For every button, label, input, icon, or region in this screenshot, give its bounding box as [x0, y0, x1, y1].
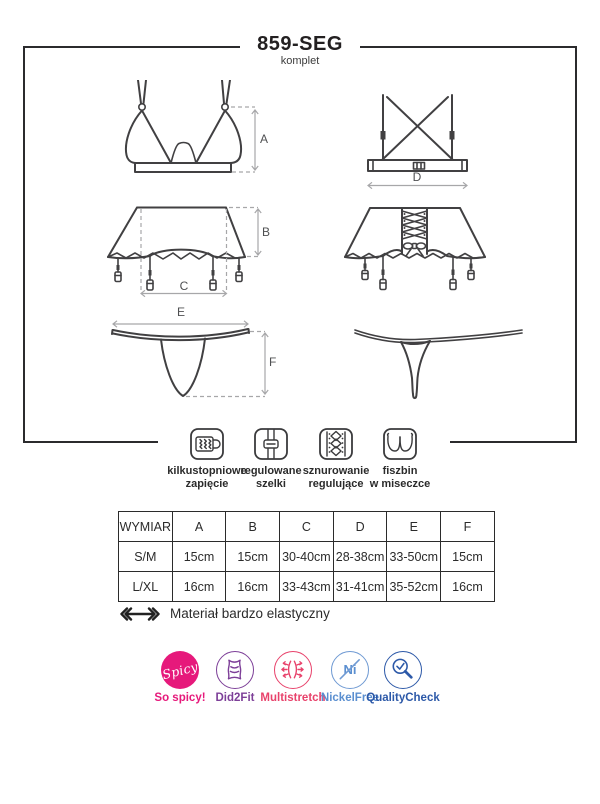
spicy-badge-text: Spicy [160, 658, 200, 682]
bra-back-drawing [345, 88, 505, 193]
garter-belt-back-drawing [338, 196, 488, 303]
feature-label: szelki [256, 478, 286, 490]
value-cell: 15cm [226, 542, 280, 572]
feature-label: kilkustopniowe [167, 465, 247, 477]
features-row [158, 417, 450, 493]
size-table-header: C [280, 512, 334, 542]
stretch-arrow-icon [118, 607, 162, 621]
size-table-header: E [387, 512, 441, 542]
spicy-badge-label: So spicy! [154, 692, 206, 704]
feature-label: regulowane [240, 465, 302, 477]
value-cell: 15cm [172, 542, 226, 572]
adjustable-straps-icon [251, 424, 291, 464]
underwire-cup-icon [380, 424, 420, 464]
nickelfree-badge-icon [331, 651, 369, 689]
magnifier-check-icon [385, 652, 420, 687]
size-cell: S/M [119, 542, 173, 572]
size-table-header: F [441, 512, 495, 542]
size-table-header: WYMIAR [119, 512, 173, 542]
size-table-header-row [119, 512, 495, 542]
value-cell: 33-43cm [280, 572, 334, 602]
feature-label: regulujące [308, 478, 364, 490]
size-table [118, 511, 495, 602]
multistretch-badge-label: Multistretch [260, 692, 326, 704]
size-table-row-sm [119, 542, 495, 572]
did2fit-badge-label: Did2Fit [215, 692, 255, 704]
page-title: 859-SEG [257, 33, 343, 55]
value-cell: 31-41cm [333, 572, 387, 602]
dim-label-e: E [176, 305, 186, 319]
garter-belt-front-drawing [93, 196, 283, 303]
thong-back-drawing [348, 323, 528, 405]
value-cell: 28-38cm [333, 542, 387, 572]
multi-step-closure-icon [187, 424, 227, 464]
value-cell: 16cm [441, 572, 495, 602]
dim-label-f: F [269, 355, 277, 369]
multistretch-icon [275, 652, 310, 687]
nickel-symbol-text: Ni [343, 662, 357, 677]
title-block [240, 33, 360, 67]
spicy-badge-icon [161, 651, 199, 689]
dim-label-a: A [260, 132, 269, 146]
qualitycheck-badge-label: QualityCheck [366, 692, 440, 704]
dim-label-c: C [179, 279, 189, 293]
nickel-slash-icon [332, 652, 367, 687]
dim-label-d: D [412, 170, 422, 184]
value-cell: 15cm [441, 542, 495, 572]
nickelfree-badge-label: NickelFree [320, 692, 380, 704]
size-table-header: B [226, 512, 280, 542]
feature-label: fiszbin [382, 465, 418, 477]
dim-label-b: B [262, 225, 271, 239]
size-table-row-lxl [119, 572, 495, 602]
feature-label: sznurowanie [302, 465, 370, 477]
did2fit-badge-icon [216, 651, 254, 689]
thong-front-drawing [95, 303, 280, 403]
adjustable-lacing-icon [316, 424, 356, 464]
value-cell: 16cm [172, 572, 226, 602]
feature-underwire-cup [356, 417, 444, 491]
size-cell: L/XL [119, 572, 173, 602]
material-note-text: Materiał bardzo elastyczny [170, 606, 330, 621]
size-table-header: A [172, 512, 226, 542]
page-subtitle: komplet [280, 55, 320, 67]
value-cell: 35-52cm [387, 572, 441, 602]
feature-label: zapięcie [185, 478, 229, 490]
value-cell: 30-40cm [280, 542, 334, 572]
multistretch-badge-icon [274, 651, 312, 689]
value-cell: 33-50cm [387, 542, 441, 572]
feature-label: w miseczce [369, 478, 431, 490]
material-note [118, 606, 330, 621]
size-table-header: D [333, 512, 387, 542]
qualitycheck-badge-icon [384, 651, 422, 689]
bra-front-drawing [95, 80, 270, 205]
value-cell: 16cm [226, 572, 280, 602]
corset-fit-icon [217, 652, 252, 687]
